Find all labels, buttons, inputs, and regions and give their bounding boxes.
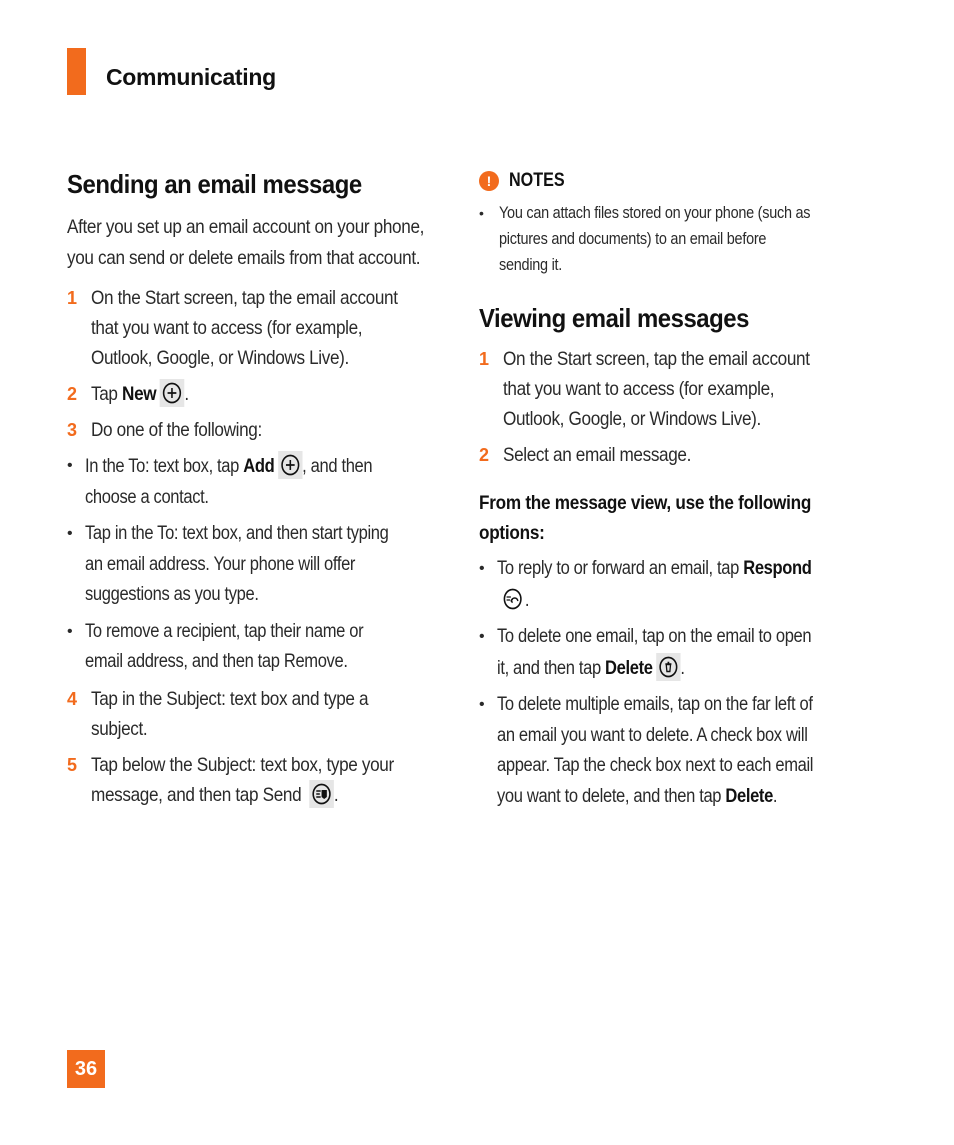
bullet-text-post: . xyxy=(524,589,530,611)
send-step-4 xyxy=(67,684,452,744)
send-step-2 xyxy=(67,379,452,409)
bullet-text-pre: In the To: text box, tap xyxy=(85,456,244,477)
bullet-text: Tap in the To: text box, and then start typing an email address. Your phone will offer suggestions as you type. xyxy=(85,523,389,605)
bullet-dot: • xyxy=(479,628,485,645)
view-bullet-1 xyxy=(479,554,874,616)
section-color-bar xyxy=(67,48,86,95)
bullet-text-post: , and then choose a contact. xyxy=(85,456,373,508)
bullet-dot: • xyxy=(479,560,485,577)
send-bullet-1 xyxy=(67,451,452,513)
step-number: 1 xyxy=(67,288,77,308)
message-view-subheading: From the message view, use the following options: xyxy=(479,492,812,544)
step-text-post: . xyxy=(184,383,189,405)
delete-label: Delete xyxy=(605,657,653,679)
step-number: 3 xyxy=(67,420,77,440)
step-text: On the Start screen, tap the email account that you want to access (for example, Outlook, Google, or Windows Live). xyxy=(91,287,398,369)
step-text: Tap in the Subject: text box and type a subject. xyxy=(91,687,369,740)
note-text: You can attach files stored on your phone (such as pictures and documents) to an email before sending it. xyxy=(499,203,811,274)
respond-label: Respond xyxy=(743,558,812,579)
send-bullet-3 xyxy=(67,617,452,678)
bullet-text-post: . xyxy=(680,657,685,679)
bullet-text xyxy=(85,451,404,513)
step-number: 1 xyxy=(479,349,489,369)
section-title: Communicating xyxy=(106,64,276,90)
send-icon xyxy=(309,780,334,808)
plus-circle-icon xyxy=(278,451,302,479)
step-text: Do one of the following: xyxy=(91,419,262,441)
sending-email-heading: Sending an email message xyxy=(67,169,362,199)
view-bullet-2 xyxy=(479,622,874,684)
bullet-text-pre: To delete one email, tap on the email to open it, and then tap xyxy=(497,626,812,679)
step-number: 4 xyxy=(67,688,77,709)
note-item xyxy=(479,200,874,278)
sending-email-intro: After you set up an email account on your phone, you can send or delete emails from that account. xyxy=(67,216,425,269)
send-bullet-2 xyxy=(67,519,452,611)
step-number: 5 xyxy=(67,754,77,775)
step-text: On the Start screen, tap the email account that you want to access (for example, Outlook, Google, or Windows Live). xyxy=(503,348,810,430)
send-step-1 xyxy=(67,283,452,373)
step-number: 2 xyxy=(67,384,77,404)
exclamation-icon: ! xyxy=(479,171,499,191)
add-label: Add xyxy=(243,456,275,477)
bullet-text-pre: To reply to or forward an email, tap xyxy=(497,558,744,579)
plus-circle-icon xyxy=(160,379,185,407)
step-number: 2 xyxy=(479,445,489,465)
delete-label: Delete xyxy=(725,785,773,807)
step-text-pre: Tap xyxy=(91,383,123,405)
send-step-5 xyxy=(67,750,452,810)
new-label: New xyxy=(122,383,157,405)
step-text: Select an email message. xyxy=(503,444,692,466)
bullet-text-post: . xyxy=(772,785,778,807)
notes-header xyxy=(479,170,874,192)
trash-icon xyxy=(656,653,680,681)
respond-icon xyxy=(500,585,524,613)
step-text xyxy=(91,750,409,810)
bullet-dot: • xyxy=(479,696,485,713)
bullet-text-pre: To delete multiple emails, tap on the far left of an email you want to delete. A check box will appear. Tap the check box next to each email you want to delete, and then tap xyxy=(497,694,814,807)
page-number: 36 xyxy=(67,1050,105,1088)
bullet-dot: • xyxy=(67,622,73,640)
step-text-post: . xyxy=(333,783,339,806)
right-column xyxy=(479,170,874,812)
bullet-dot: • xyxy=(67,525,73,542)
view-bullet-3 xyxy=(479,690,874,812)
bullet-text xyxy=(497,622,825,684)
step-text-pre: Tap below the Subject: text box, type your message, and then tap Send xyxy=(91,753,394,806)
bullet-text: To remove a recipient, tap their name or email address, and then tap Remove. xyxy=(85,620,364,672)
step-text xyxy=(91,379,409,409)
bullet-dot: • xyxy=(479,205,484,221)
bullet-dot: • xyxy=(67,457,73,474)
viewing-email-heading: Viewing email messages xyxy=(479,303,749,333)
bullet-text xyxy=(497,554,825,616)
bullet-text xyxy=(497,690,825,812)
view-step-1 xyxy=(479,344,874,434)
left-column xyxy=(67,168,452,810)
send-step-3 xyxy=(67,415,452,445)
view-step-2 xyxy=(479,440,874,470)
notes-label: NOTES xyxy=(509,170,565,191)
